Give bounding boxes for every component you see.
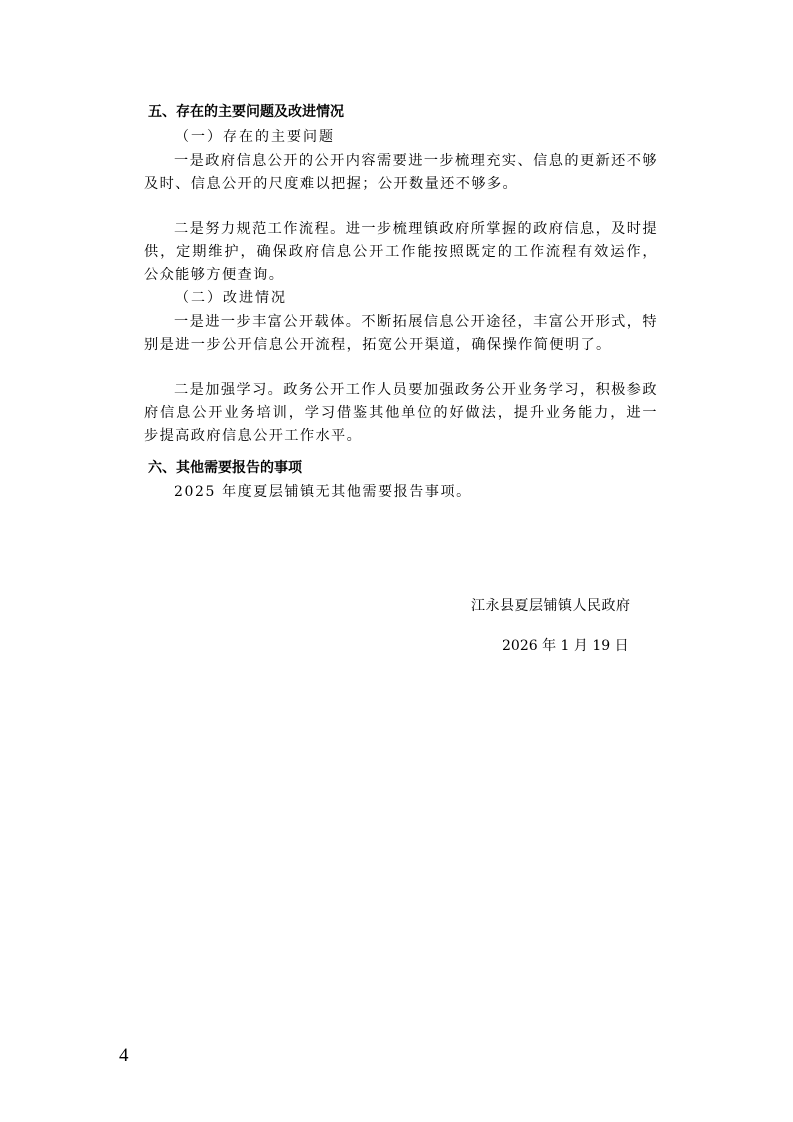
signature-date: 2026 年 1 月 19 日 [502, 638, 629, 654]
signature-org: 江永县夏层铺镇人民政府 [471, 598, 631, 614]
improvement-paragraph-1: 一是进一步丰富公开载体。不断拓展信息公开途径，丰富公开形式，特别是进一步公开信息公开流程，拓宽公开渠道，确保操作简便明了。 [144, 314, 658, 353]
section-6-text: 2025 年度夏层铺镇无其他需要报告事项。 [174, 484, 472, 500]
section-6-heading: 六、其他需要报告的事项 [148, 460, 302, 476]
subsection-1-title: （一）存在的主要问题 [175, 129, 335, 145]
section-5-heading: 五、存在的主要问题及改进情况 [148, 104, 344, 120]
improvement-paragraph-2: 二是加强学习。政务公开工作人员要加强政务公开业务学习，积极参政府信息公开业务培训，学习借鉴其他单位的好做法，提升业务能力，进一步提高政府信息公开工作水平。 [144, 382, 658, 444]
problem-paragraph-2: 二是努力规范工作流程。进一步梳理镇政府所掌握的政府信息，及时提供，定期维护，确保政府信息公开工作能按照既定的工作流程有效运作，公众能够方便查询。 [144, 221, 658, 283]
problem-paragraph-1: 一是政府信息公开的公开内容需要进一步梳理充实、信息的更新还不够及时、信息公开的尺度难以把握；公开数量还不够多。 [144, 153, 658, 192]
subsection-2-title: （二）改进情况 [175, 290, 287, 306]
page-number: 4 [119, 1045, 129, 1066]
